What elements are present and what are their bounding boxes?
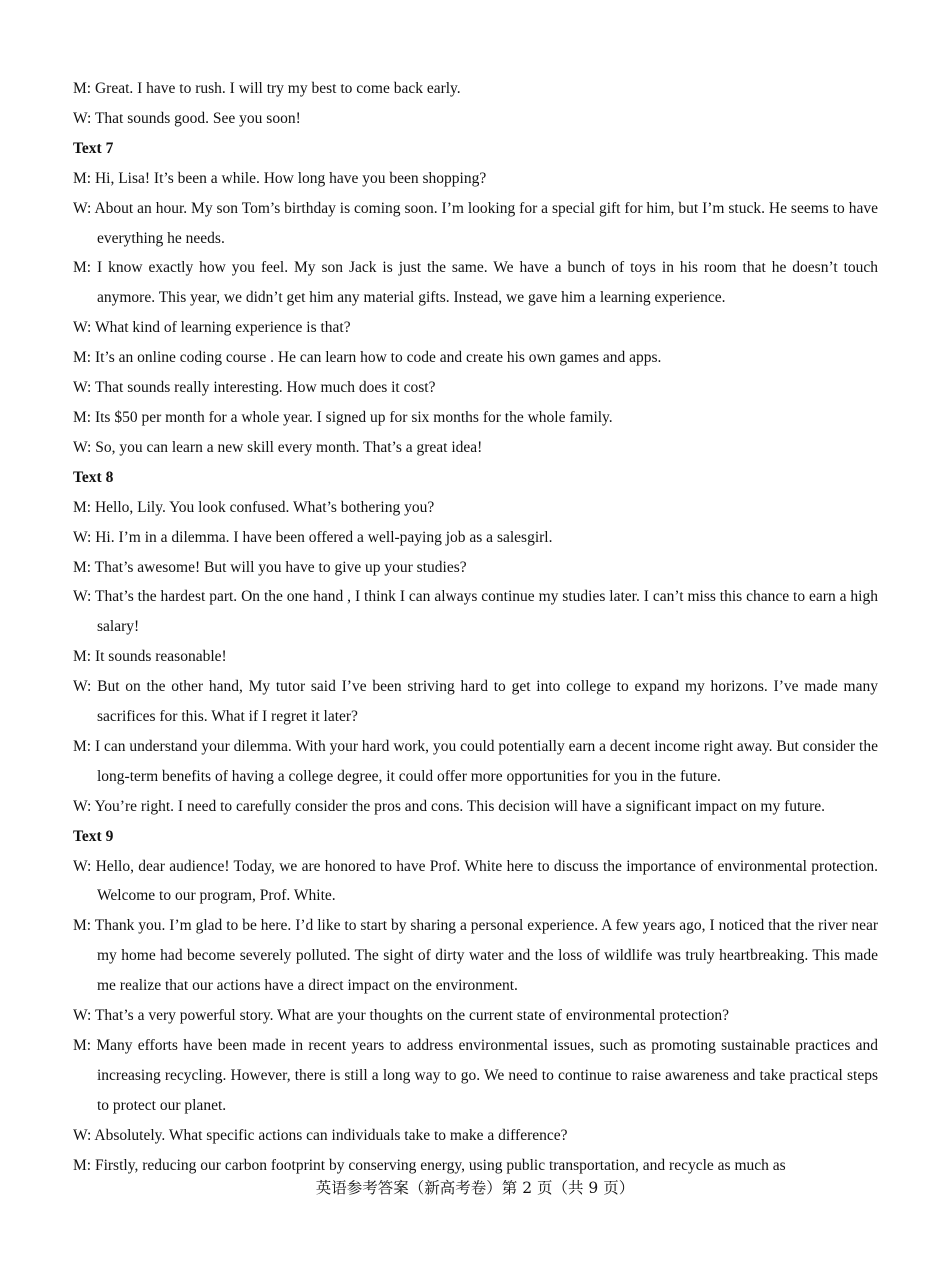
dialogue-line: M: Hello, Lily. You look confused. What’s bothering you? (73, 498, 435, 516)
dialogue-line: M: It’s an online coding course . He can learn how to code and create his own games and apps. (73, 349, 662, 367)
dialogue-line: W: Hi. I’m in a dilemma. I have been offered a well-paying job as a salesgirl. (73, 528, 553, 546)
dialogue-line: W: About an hour. My son Tom’s birthday is coming soon. I’m looking for a special gift for him, but I’m stuck. He seems to have everything he needs. (73, 199, 878, 247)
dialogue-line: M: I know exactly how you feel. My son Jack is just the same. We have a bunch of toys in his room that he doesn’t touch anymore. This year, we didn’t get him any material gifts. Instead, we gave him a learning experience. (73, 259, 878, 307)
transcript-page (73, 74, 878, 1181)
dialogue-line: M: Great. I have to rush. I will try my best to come back early. (73, 80, 461, 97)
dialogue-line: M: I can understand your dilemma. With your hard work, you could potentially earn a decent income right away. But consider the long-term benefits of having a college degree, it could offer more opportunities for you in the future. (73, 737, 878, 785)
dialogue-line: M: Many efforts have been made in recent years to address environmental issues, such as promoting sustainable practices and increasing recycling. However, there is still a long way to go. We need to continue to raise awareness and take practical steps to protect our planet. (73, 1037, 878, 1114)
dialogue-line: W: That sounds really interesting. How much does it cost? (73, 379, 436, 397)
dialogue-line: W: Hello, dear audience! Today, we are honored to have Prof. White here to discuss the importance of environmental protection. Welcome to our program, Prof. White. (73, 857, 878, 905)
page-footer: 英语参考答案（新高考卷）第 2 页（共 9 页） (315, 1179, 635, 1197)
dialogue-line: W: Absolutely. What specific actions can individuals take to make a difference? (73, 1126, 568, 1144)
dialogue-line: W: That’s the hardest part. On the one hand , I think I can always continue my studies later. I can’t miss this chance to earn a high salary! (73, 588, 878, 636)
section-heading-text-7: Text 7 (73, 139, 114, 157)
dialogue-line: M: It sounds reasonable! (73, 648, 227, 666)
dialogue-line: W: That’s a very powerful story. What are your thoughts on the current state of environmental protection? (73, 1007, 729, 1025)
dialogue-line: W: That sounds good. See you soon! (73, 109, 301, 127)
dialogue-line: M: Firstly, reducing our carbon footprint by conserving energy, using public transportation, and recycle as much as (73, 1156, 786, 1174)
dialogue-line: W: But on the other hand, My tutor said I’ve been striving hard to get into college to expand my horizons. I’ve made many sacrifices for this. What if I regret it later? (73, 678, 878, 726)
section-heading-text-9: Text 9 (73, 827, 114, 845)
dialogue-line: W: You’re right. I need to carefully consider the pros and cons. This decision will have a significant impact on my future. (73, 797, 825, 815)
section-heading-text-8: Text 8 (73, 468, 114, 486)
dialogue-line: M: Thank you. I’m glad to be here. I’d like to start by sharing a personal experience. A few years ago, I noticed that the river near my home had become severely polluted. The sight of dirty water and the loss of wildlife was truly heartbreaking. This made me realize that our actions have a direct impact on the environment. (73, 917, 878, 995)
dialogue-line: M: That’s awesome! But will you have to give up your studies? (73, 558, 467, 576)
dialogue-line: M: Its $50 per month for a whole year. I signed up for six months for the whole family. (73, 408, 613, 426)
dialogue-line: W: So, you can learn a new skill every month. That’s a great idea! (73, 438, 483, 456)
dialogue-line: M: Hi, Lisa! It’s been a while. How long have you been shopping? (73, 169, 487, 187)
dialogue-line: W: What kind of learning experience is that? (73, 319, 351, 337)
